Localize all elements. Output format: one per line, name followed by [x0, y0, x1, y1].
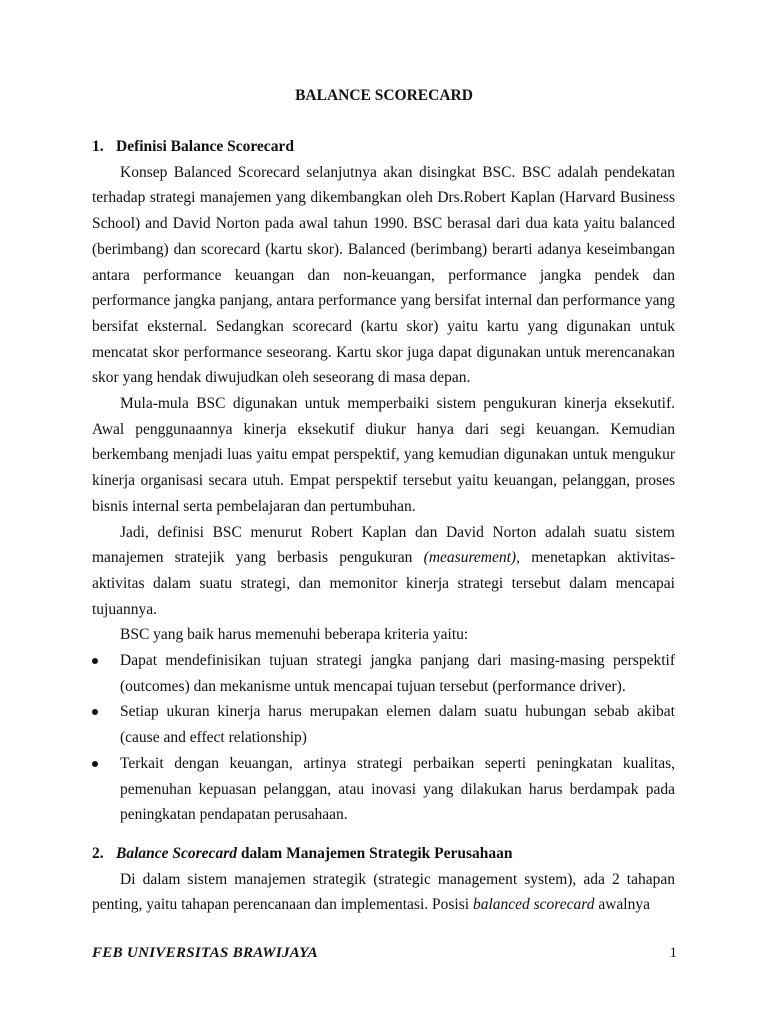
- paragraph-3-text-a: Jadi, definisi BSC menurut Robert Kaplan dan David Norton adalah suatu sistem manajemen stratejik yang berbasis pengukuran: [92, 523, 675, 567]
- bullet-text: Dapat mendefinisikan tujuan strategi jangka panjang dari masing-masing perspektif (outcomes) dan mekanisme untuk mencapai tujuan tersebut (performance driver).: [120, 652, 675, 695]
- paragraph-3-text-b: menetapkan aktivitas-aktivitas dalam suatu strategi, dan memonitor kinerja strategi tersebut dalam mencapai tujuannya.: [92, 549, 675, 618]
- page-number: 1: [669, 945, 677, 961]
- section-2-heading-italic: Balance Scorecard: [116, 845, 237, 862]
- section-2: [92, 841, 675, 918]
- bullet-item: [92, 751, 675, 828]
- criteria-bullet-list: [92, 648, 675, 828]
- section-2-paragraph-1: [92, 867, 675, 918]
- bullet-dot-icon: [92, 761, 98, 767]
- bullet-item: [92, 648, 675, 699]
- bullet-item: [92, 699, 675, 750]
- bullet-dot-icon: [92, 658, 98, 664]
- bullet-text: Setiap ukuran kinerja harus merupakan elemen dalam suatu hubungan sebab akibat (cause and effect relationship): [120, 703, 675, 747]
- section-2-text-a: Di dalam sistem manajemen strategik (strategic management system), ada 2 tahapan penting, yaitu tahapan perencanaan dan implementasi. Posisi: [92, 870, 675, 914]
- section-2-heading-text: dalam Manajemen Strategik Perusahaan: [236, 845, 513, 862]
- page-footer: [92, 945, 677, 962]
- section-1-heading-text: Definisi Balance Scorecard: [116, 138, 294, 155]
- section-2-text-b: awalnya: [594, 896, 650, 914]
- section-1-paragraph-1: Konsep Balanced Scorecard selanjutnya akan disingkat BSC. BSC adalah pendekatan terhadap strategi manajemen yang dikembangkan oleh Drs.Robert Kaplan (Harvard Business School) and David Norton pada awal tahun 1990. BSC berasal dari dua kata yaitu balanced (berimbang) dan scorecard (kartu skor). Balanced (berimbang) berarti adanya keseimbangan antara performance keuangan dan non-keuangan, performance jangka pendek dan performance jangka panjang, antara performance yang bersifat internal dan performance yang bersifat eksternal. Sedangkan scorecard (kartu skor) yaitu kartu yang digunakan untuk mencatat skor performance seseorang. Kartu skor juga dapat digunakan untuk merencanakan skor yang hendak diwujudkan oleh seseorang di masa depan.: [92, 163, 675, 387]
- section-1: [92, 134, 675, 828]
- bullet-text: Terkait dengan keuangan, artinya strategi perbaikan seperti peningkatan kualitas, pemenuhan kepuasan pelanggan, atau inovasi yang dilakukan harus berdampak pada peningkatan pendapatan perusahaan.: [120, 754, 675, 824]
- section-2-heading: [92, 841, 675, 867]
- footer-institution: FEB UNIVERSITAS BRAWIJAYA: [92, 945, 318, 961]
- section-1-heading: [92, 134, 675, 160]
- section-1-paragraph-4: BSC yang baik harus memenuhi beberapa kriteria yaitu:: [120, 626, 469, 644]
- section-2-italic-term: balanced scorecard: [472, 896, 595, 914]
- bullet-dot-icon: [92, 709, 98, 715]
- paragraph-3-italic-term: (measurement),: [423, 549, 520, 567]
- section-2-number: 2.: [92, 845, 104, 862]
- section-1-paragraph-2: Mula-mula BSC digunakan untuk memperbaiki sistem pengukuran kinerja eksekutif. Awal penggunaannya kinerja eksekutif diukur hanya dari segi keuangan. Kemudian berkembang menjadi luas yaitu empat perspektif, yang kemudian digunakan untuk mengukur kinerja organisasi secara utuh. Empat perspektif tersebut yaitu keuangan, pelanggan, proses bisnis internal serta pembelajaran dan pertumbuhan.: [92, 395, 675, 515]
- document-title: BALANCE SCORECARD: [295, 87, 473, 104]
- section-1-number: 1.: [92, 138, 104, 155]
- section-1-paragraph-3: [92, 520, 675, 623]
